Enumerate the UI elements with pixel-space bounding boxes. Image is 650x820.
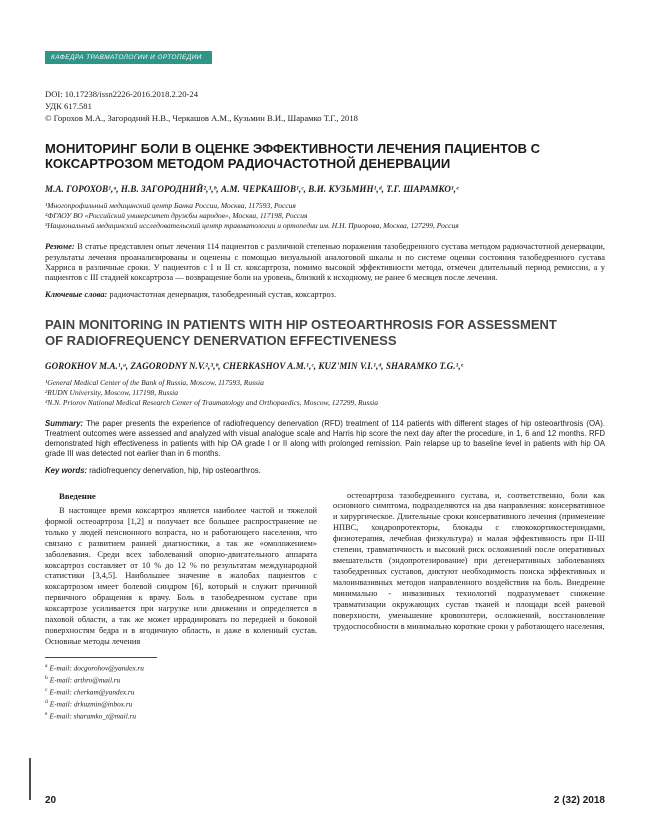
affiliation-ru-1: ¹Многопрофильный медицинский центр Банка России, Москва, 117593, Россия: [45, 201, 296, 211]
abstract-en: [45, 419, 605, 459]
abstract-ru: [45, 242, 605, 282]
footnote-email: E-mail: sharamko_t@mail.ru: [49, 711, 137, 721]
keywords-en-text: radiofrequency denervation, hip, hip osteoarthros.: [89, 465, 261, 475]
footnote-email: E-mail: arthro@mail.ru: [49, 675, 121, 685]
footnote-email: E-mail: cherkam@yandex.ru: [49, 687, 135, 697]
footnote-email: E-mail: docgorohov@yandex.ru: [49, 663, 144, 673]
copyright-line: © Горохов М.А., Загородний Н.В., Черкашов А.М., Кузьмин В.И., Шарамко Т.Г., 2018: [45, 113, 358, 124]
affiliations-en: [45, 378, 605, 408]
article-meta: [45, 88, 605, 125]
intro-paragraph-left: В настоящее время коксартроз является наиболее частой и тяжелой формой остеоартроза [1,2] и получает все большее распространение не только у людей пенсионного возраста, но и работающего населения, что связано с развитием ранней диагностики, а так же «омоложением» заболевания. Среди всех заболеваний опорно-двигательного аппарата коксартроз составляет от 10 % до 12 % по результатам международной статистики [3,4,5]. Наибольшее значение в жалобах пациентов с коксартрозом имеет болевой синдром [6], который и служит причиной первичного обращения к врачу. Боль в тазобедренном суставе при коксартрозе усиливается при нагрузке или движении и определяется в паховой области, а так же может иррадиировать по передней и боковой поверхностям бедра и в ягодичную область, и даже в коленный сустав. Основные методы лечения: [45, 505, 317, 646]
footnote-divider: [45, 657, 157, 658]
footnote-item: [45, 686, 317, 698]
keywords-en: [45, 466, 605, 475]
body-columns: [45, 491, 605, 722]
footnote-mark: c: [45, 686, 48, 693]
footnote-mark: e: [45, 710, 48, 717]
footnote-item: [45, 710, 317, 722]
affiliations-ru: [45, 201, 605, 231]
intro-heading: Введение: [59, 490, 96, 501]
affiliation-en-3: ³N.N. Priorov National Medical Research Center of Traumatology and Orthopaedics, Moscow, 127299, Russia: [45, 397, 378, 407]
keywords-ru-text: радиочастотная денервация, тазобедренный сустав, коксартроз.: [109, 289, 337, 299]
abstract-ru-label: Резюме:: [45, 242, 75, 252]
doi-line: DOI: 10.17238/issn2226-2016.2018.2.20-24: [45, 89, 199, 99]
abstract-ru-text: В статье представлен опыт лечения 114 пациентов с различной степенью поражения тазобедренного сустава методом радиочастотной денервации, результаты лечения проанализированы и оценены с помощью визуальной аналоговой шкалы и по системе оценки состояния тазобедренного сустава Харриса в различные сроки. У пациентов с I и II ст. коксартроза, помимо высокой эффективности метода, отмечен длительный период ремиссии, а у пациентов с III стадией коксартроза — возвращение боли на уровень, близкий к исходному, не ранее 6 месяцев после лечения.: [45, 242, 606, 282]
abstract-en-text: The paper presents the experience of radiofrequency denervation (RFD) treatment of 114 patients with different stages of hip osteoarthrosis (OA). Treatment outcomes were assessed and analyzed with visual analogue scale and Harris hip score the next day after the procedure, in 1, 6 and 12 months. RFD demonstrated high effectiveness in patients with hip OA grade I or II along with prolonged remission. Pain relapse up to baseline level in patients with hip OA grade III was detected not earlier than in 6 months.: [45, 418, 605, 458]
abstract-en-label: Summary:: [45, 418, 84, 428]
page-number: 20: [45, 795, 57, 806]
intro-paragraph-right: остеоартроза тазобедренного сустава, и, соответственно, боли как основного симптома, подразделяются на два направления: консервативное и хирургическое. Длительные сроки консервативного лечения (применение НПВС, хондропротекторы, блокады с глюкокортикостероидами, физиотерапия, лечебная физкультура) и малая эффективность при II-III степени, травматичность и высокий риск осложнений после оперативных вмешательств (эндопротезирование) при дегенеративных заболеваниях тазобедренных суставов, диктуют необходимость поиска эффективных и малоинвазивных методов направленного воздействия на боль. Внедрение минимально - инвазивных технологий подразумевает снижение травматизации окружающих сустав тканей и площади всей раневой поверхности, уменьшение кровопотери, осложнений, восстановление трудоспособности в минимально короткие сроки у работающего населения,: [333, 490, 605, 631]
article-title-en: PAIN MONITORING IN PATIENTS WITH HIP OSTEOARTHROSIS FOR ASSESSMENT OF RADIOFREQUENCY DENERVATION EFFECTIVENESS: [45, 316, 557, 348]
page-edge-mark: [29, 758, 31, 800]
footnote-email: E-mail: drkuzmin@inbox.ru: [49, 699, 133, 709]
footnote-mark: a: [45, 662, 48, 669]
department-badge: КАФЕДРА ТРАВМАТОЛОГИИ И ОРТОПЕДИИ: [45, 51, 212, 64]
keywords-ru-label: Ключевые слова:: [45, 289, 108, 299]
page-footer: [45, 795, 605, 806]
keywords-ru: [45, 290, 605, 299]
article-title-ru: МОНИТОРИНГ БОЛИ В ОЦЕНКЕ ЭФФЕКТИВНОСТИ ЛЕЧЕНИЯ ПАЦИЕНТОВ С КОКСАРТРОЗОМ МЕТОДОМ РАДИОЧАСТОТНОЙ ДЕНЕРВАЦИИ: [45, 140, 541, 172]
affiliation-en-2: ²RUDN University, Moscow, 117198, Russia: [45, 387, 179, 397]
body-column-left: [45, 491, 317, 722]
authors-ru: М.А. ГОРОХОВ¹,ᵃ, Н.В. ЗАГОРОДНИЙ²,³,ᵇ, А.М. ЧЕРКАШОВ¹,ᶜ, В.И. КУЗЬМИН¹,ᵈ, Т.Г. ШАРАМКО¹,ᵉ: [45, 184, 459, 195]
footnote-item: [45, 698, 317, 710]
affiliation-en-1: ¹General Medical Center of the Bank of Russia, Moscow, 117593, Russia: [45, 377, 264, 387]
affiliation-ru-2: ²ФГАОУ ВО «Российский университет дружбы народов», Москва, 117198, Россия: [45, 211, 308, 221]
footnote-mark: d: [45, 698, 48, 705]
footnote-item: [45, 662, 317, 674]
footnote-mark: b: [45, 674, 48, 681]
body-column-right: [333, 491, 605, 722]
udk-line: УДК 617.581: [45, 101, 92, 112]
keywords-en-label: Key words:: [45, 465, 88, 475]
affiliation-ru-3: ³Национальный медицинский исследовательский центр травматологии и ортопедии им. Н.Н. Приорова, Москва, 127299, Россия: [45, 221, 459, 231]
issue-label: 2 (32) 2018: [553, 795, 605, 806]
footnote-item: [45, 674, 317, 686]
authors-en: GOROKHOV M.A.¹,ᵃ, ZAGORODNY N.V.²,³,ᵇ, CHERKASHOV A.M.¹,ᶜ, KUZ'MIN V.I.¹,ᵈ, SHARAMKO T.G.¹,ᵉ: [45, 360, 464, 371]
footnote-list: [45, 662, 317, 722]
